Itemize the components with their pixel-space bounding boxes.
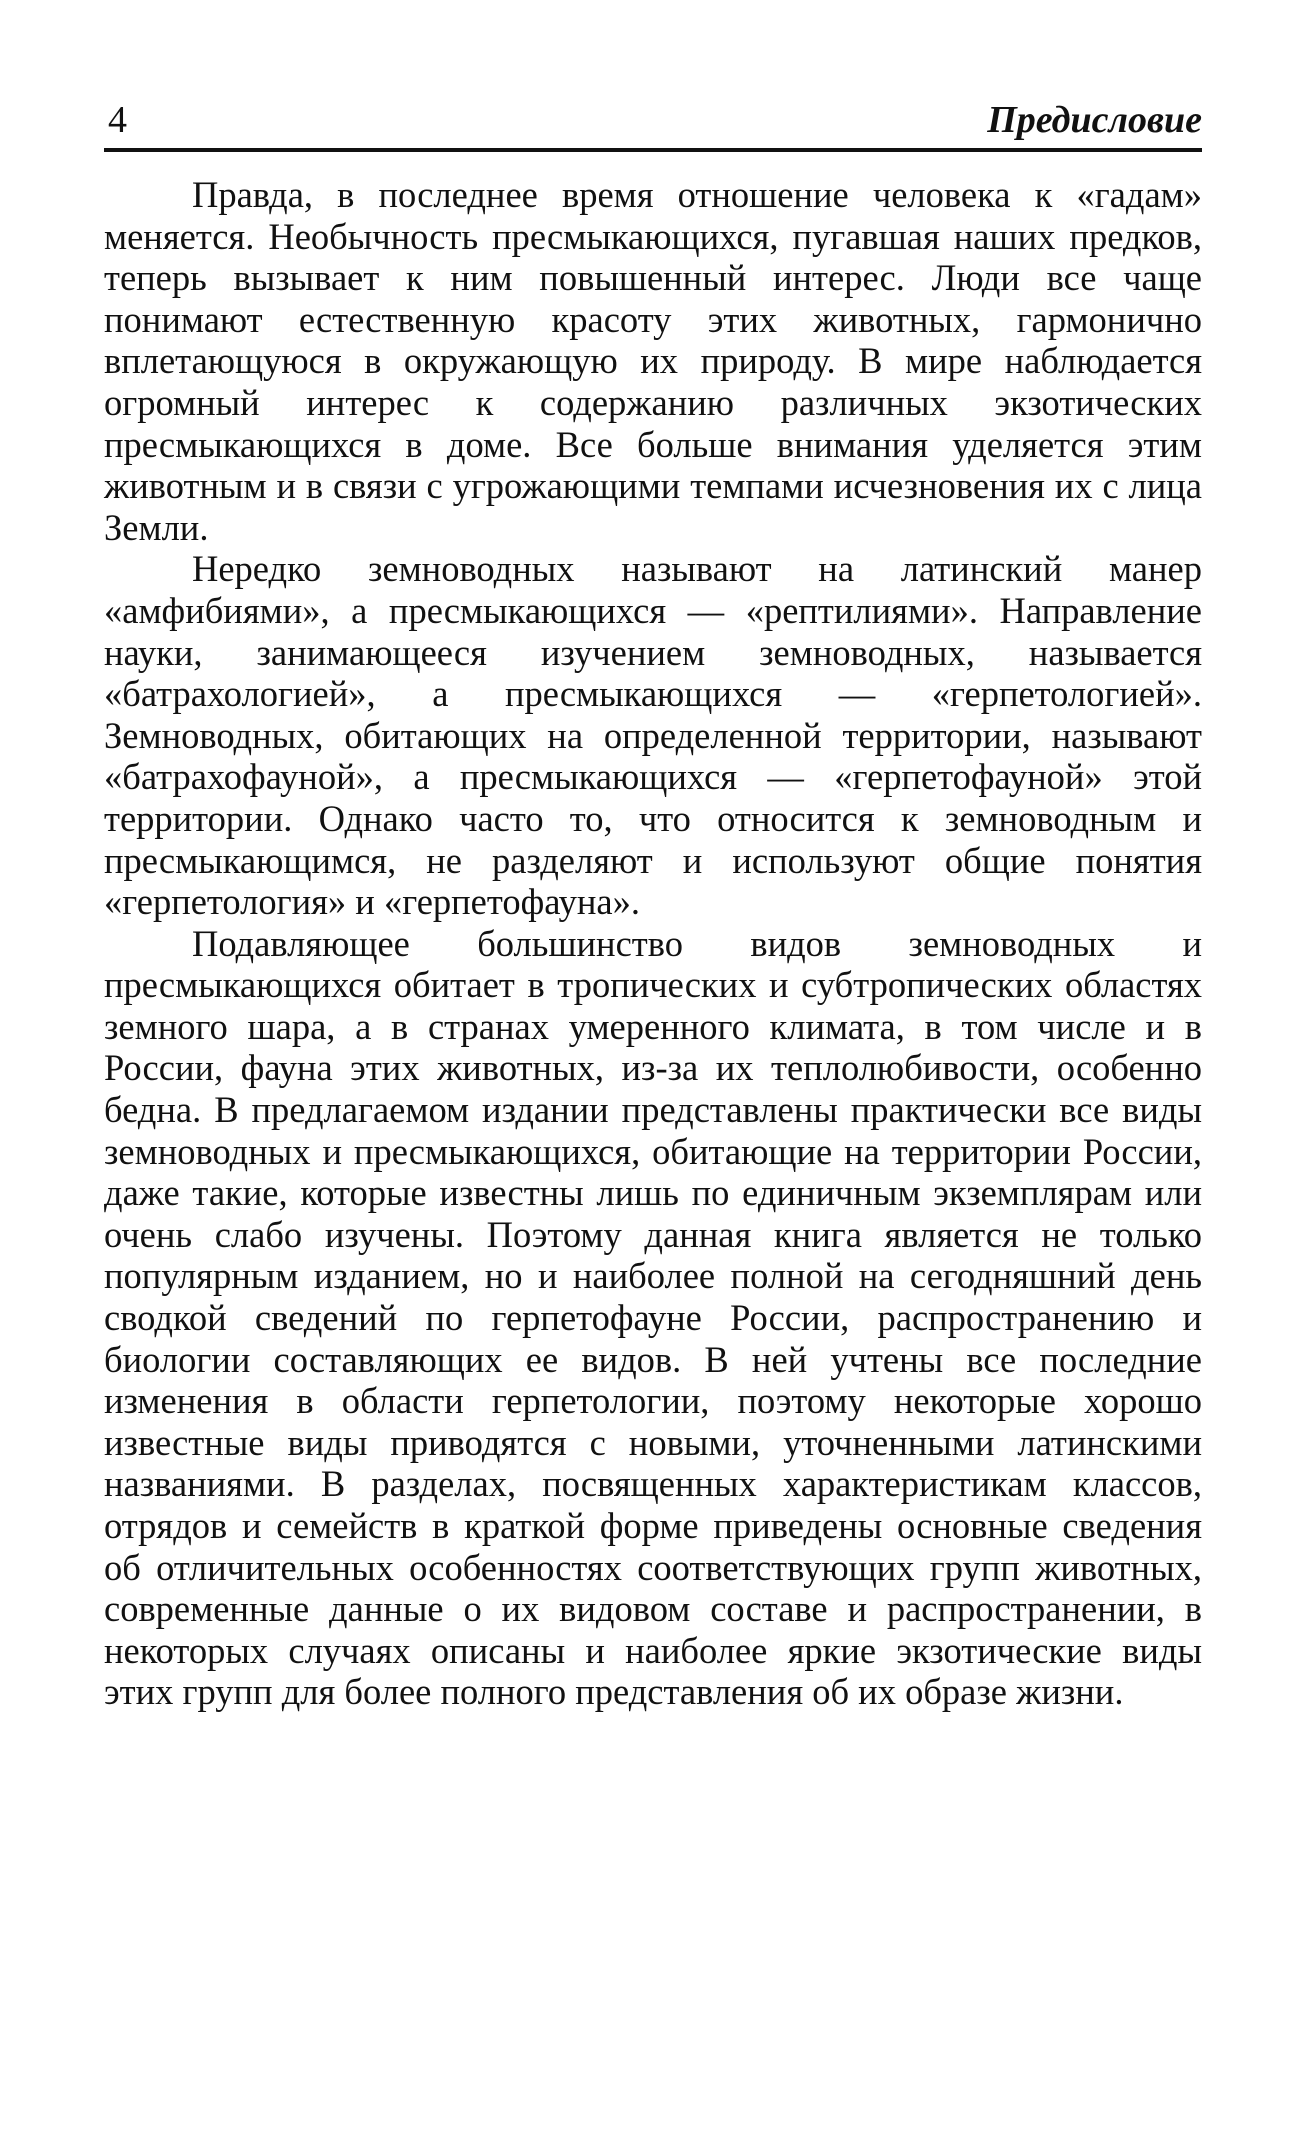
page-body bbox=[104, 174, 1202, 1713]
paragraph-2: Нередко земноводных называют на латинский манер «амфибиями», а пресмыкающихся — «рептилиями». Направление науки, занимающееся изучением земноводных, называется «батрахологией», а пресмыкающихся — «герпетологией». Земноводных, обитающих на определенной территории, называют «батрахофауной», а пресмыкающихся — «герпетофауной» этой территории. Однако часто то, что относится к земноводным и пресмыкающимся, не разделяют и используют общие понятия «герпетология» и «герпетофауна». bbox=[104, 548, 1202, 923]
page-number: 4 bbox=[108, 99, 127, 141]
running-title: Предисловие bbox=[987, 99, 1202, 141]
paragraph-3: Подавляющее большинство видов земноводных и пресмыкающихся обитает в тропических и субтропических областях земного шара, а в странах умеренного климата, в том числе и в России, фауна этих животных, из-за их теплолюбивости, особенно бедна. В предлагаемом издании представлены практически все виды земноводных и пресмыкающихся, обитающие на территории России, даже такие, которые известны лишь по единичным экземплярам или очень слабо изучены. Поэтому данная книга является не только популярным изданием, но и наиболее полной на сегодняшний день сводкой сведений по герпетофауне России, распространению и биологии составляющих ее видов. В ней учтены все последние изменения в области герпетологии, поэтому некоторые хорошо известные виды приводятся с новыми, уточненными латинскими названиями. В разделах, посвященных характеристикам классов, отрядов и семейств в краткой форме приведены основные сведения об отличительных особенностях соответствующих групп животных, современные данные о их видовом составе и распространении, в некоторых случаях описаны и наиболее яркие экзотические виды этих групп для более полного представления об их образе жизни. bbox=[104, 922, 1202, 1713]
book-page bbox=[104, 96, 1202, 1713]
paragraph-1: Правда, в последнее время отношение человека к «гадам» меняется. Необычность пресмыкающихся, пугавшая наших предков, теперь вызывает к ним повышенный интерес. Люди все чаще понимают естественную красоту этих животных, гармонично вплетающуюся в окружающую их природу. В мире наблюдается огромный интерес к содержанию различных экзотических пресмыкающихся в доме. Все больше внимания уделяется этим животным и в связи с угрожающими темпами исчезновения их с лица Земли. bbox=[104, 174, 1202, 548]
page-header bbox=[104, 96, 1202, 152]
